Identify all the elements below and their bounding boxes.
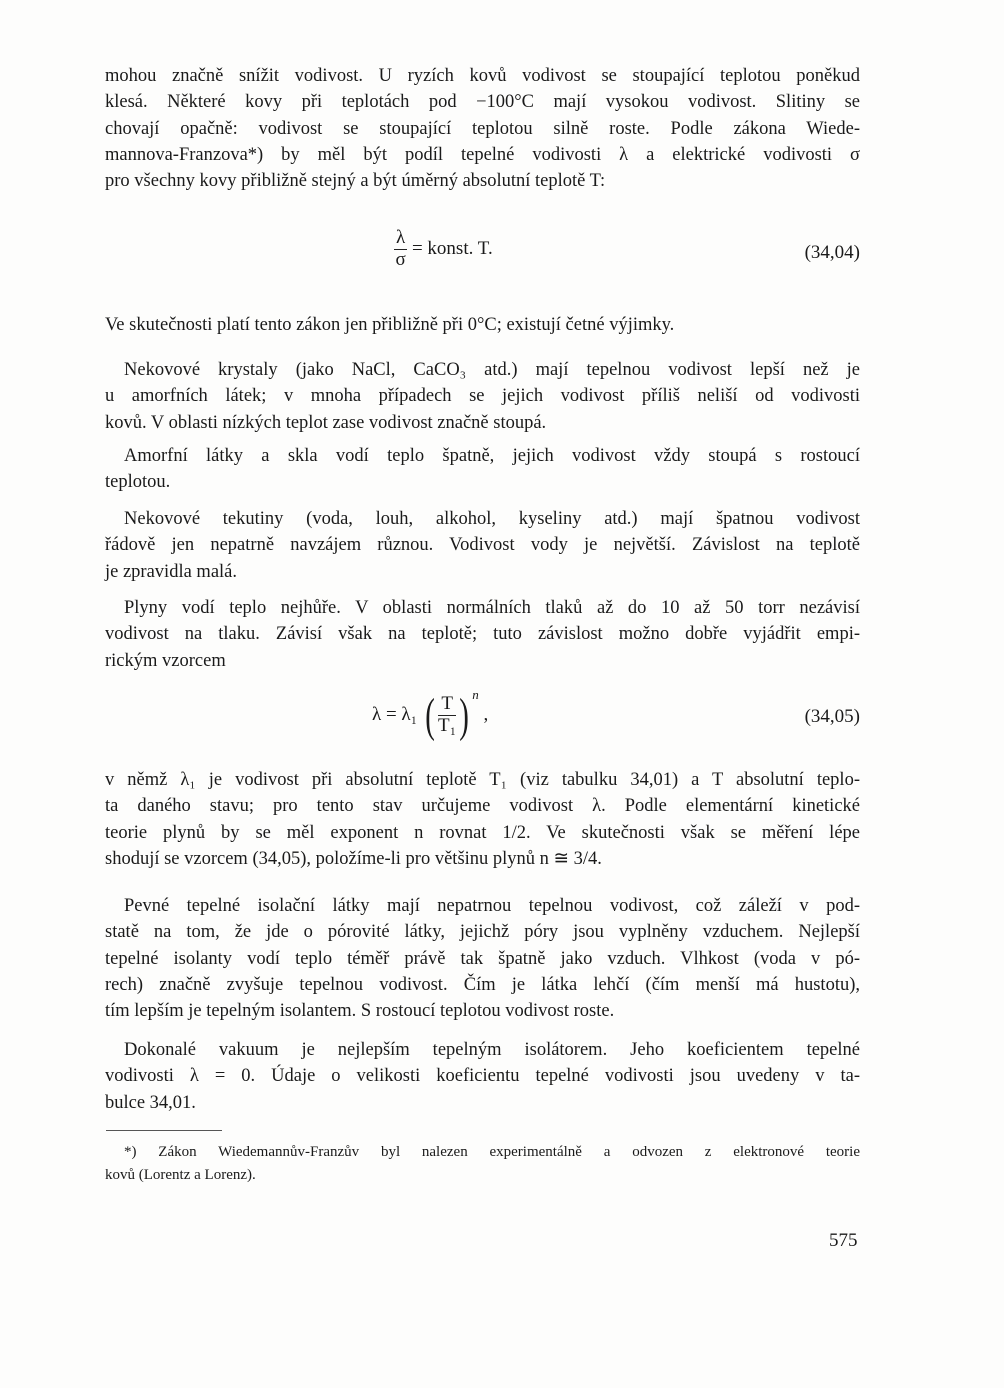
equation-34-05: λ = λ₁ ( $\frac{T}{\text{T₁}}$ ) $^n$ , (372, 686, 489, 742)
text-line: rickým vzorcem (105, 650, 226, 671)
text-line: Ve skutečnosti platí tento zákon jen přibližně při 0°C; existují četné výjimky. (105, 315, 675, 335)
text-line: u amorfních látek; v mnoha případech se jejich vodivost příliš neliší od vodivosti (105, 386, 860, 407)
paragraph-4 (105, 443, 860, 496)
text-line: řádově jen nepatrně navzájem různou. Vodivost vody je největší. Závislost na teplotě (105, 535, 860, 556)
fraction-numerator: T (438, 694, 456, 716)
text-line: teplotou. (105, 472, 171, 493)
text-line: tím lepším je tepelným isolantem. S rostoucí teplotou vodivost roste. (105, 1001, 615, 1022)
equation-lhs: λ = λ₁ (372, 703, 418, 725)
text-line: teorie plynů by se měl exponent n rovnat 1/2. Ve skutečnosti však se měření lépe (105, 822, 860, 843)
text-line: Pevné tepelné isolační látky mají nepatrnou tepelnou vodivost, což záleží v pod- (124, 896, 860, 916)
text-line: statě na tom, že jde o pórovité látky, jejichž póry jsou vyplněny vzduchem. Nejlepší (105, 922, 860, 943)
equation-comma: , (483, 703, 489, 725)
paragraph-7 (105, 767, 860, 872)
fraction-denominator: σ (395, 248, 406, 270)
text-line: tepelné isolanty vodí teplo téměř právě tak špatně jako vzduch. Vlhkost (voda v pó- (105, 948, 860, 969)
text-line: klesá. Některé kovy při teplotách pod −100°C mají vysokou vodivost. Slitiny se (105, 92, 860, 113)
text-line: shodují se vzorcem (34,05), položíme-li pro většinu plynů n ≅ 3/4. (105, 848, 602, 869)
text-line: vodivost na tlaku. Závisí však na teplotě; tuto závislost možno dobře vyjádřit empi- (105, 624, 860, 645)
text-line: Dokonalé vakuum je nejlepším tepelným isolátorem. Jeho koeficientem tepelné (124, 1040, 860, 1060)
paragraph-8 (105, 893, 860, 1024)
footnote (105, 1141, 860, 1187)
equation-number: (34,05) (804, 706, 860, 727)
text-line: Nekovové krystaly (jako NaCl, CaCO₃ atd.) mají tepelnou vodivost lepší než je (124, 360, 860, 380)
text-line: pro všechny kovy přibližně stejný a být úměrný absolutní teplotě T: (105, 171, 606, 192)
footnote-line: kovů (Lorentz a Lorenz). (105, 1167, 256, 1183)
text-line: rech) značně zvyšuje tepelnou vodivost. Čím je látka lehčí (čím menší má hustotu), (105, 974, 860, 995)
fraction-numerator: λ (396, 227, 406, 248)
text-line: vodivosti λ = 0. Údaje o velikosti koeficientu tepelné vodivosti jsou uvedeny v ta- (105, 1066, 860, 1087)
text-line: kovů. V oblasti nízkých teplot zase vodivost značně stoupá. (105, 412, 547, 433)
text-line: bulce 34,01. (105, 1092, 196, 1113)
equation-number: (34,04) (804, 242, 860, 263)
text-line: ta daného stavu; pro tento stav určujeme vodivost λ. Podle elementární kinetické (105, 796, 860, 817)
text-line: Amorfní látky a skla vodí teplo špatně, jejich vodivost vždy stoupá s rostoucí (124, 446, 860, 466)
footnote-divider (106, 1130, 222, 1131)
exponent: n (472, 686, 479, 702)
equation-34-04 (394, 228, 493, 271)
text-line: mannova-Franzova*) by měl být podíl tepelné vodivosti λ a elektrické vodivosti σ (105, 144, 860, 165)
paragraph-1 (105, 63, 860, 194)
equation-rhs: = konst. T. (411, 237, 493, 259)
text-line: mohou značně snížit vodivost. U ryzích kovů vodivost se stoupající teplotou poněkud (105, 66, 860, 86)
paragraph-6 (105, 595, 860, 674)
text-line: je zpravidla malá. (105, 561, 238, 582)
footnote-line: *) Zákon Wiedemannův-Franzův byl nalezen experimentálně a odvozen z elektronové teorie (124, 1144, 860, 1160)
text-line: Plyny vodí teplo nejhůře. V oblasti normálních tlaků až do 10 až 50 torr nezávisí (124, 598, 860, 618)
fraction-denominator: T₁ (438, 715, 457, 736)
paragraph-5 (105, 506, 860, 585)
paragraph-3 (105, 357, 860, 436)
paragraph-2 (105, 312, 860, 338)
text-line: chovají opačně: vodivost se stoupající teplotou silně roste. Podle zákona Wiede- (105, 118, 860, 139)
page-number: 575 (829, 1230, 858, 1251)
text-line: Nekovové tekutiny (voda, louh, alkohol, kyseliny atd.) mají špatnou vodivost (124, 509, 860, 529)
paragraph-9 (105, 1037, 860, 1116)
text-line: v němž λ₁ je vodivost při absolutní teplotě T₁ (viz tabulku 34,01) a T absolutní teplo- (105, 770, 860, 790)
